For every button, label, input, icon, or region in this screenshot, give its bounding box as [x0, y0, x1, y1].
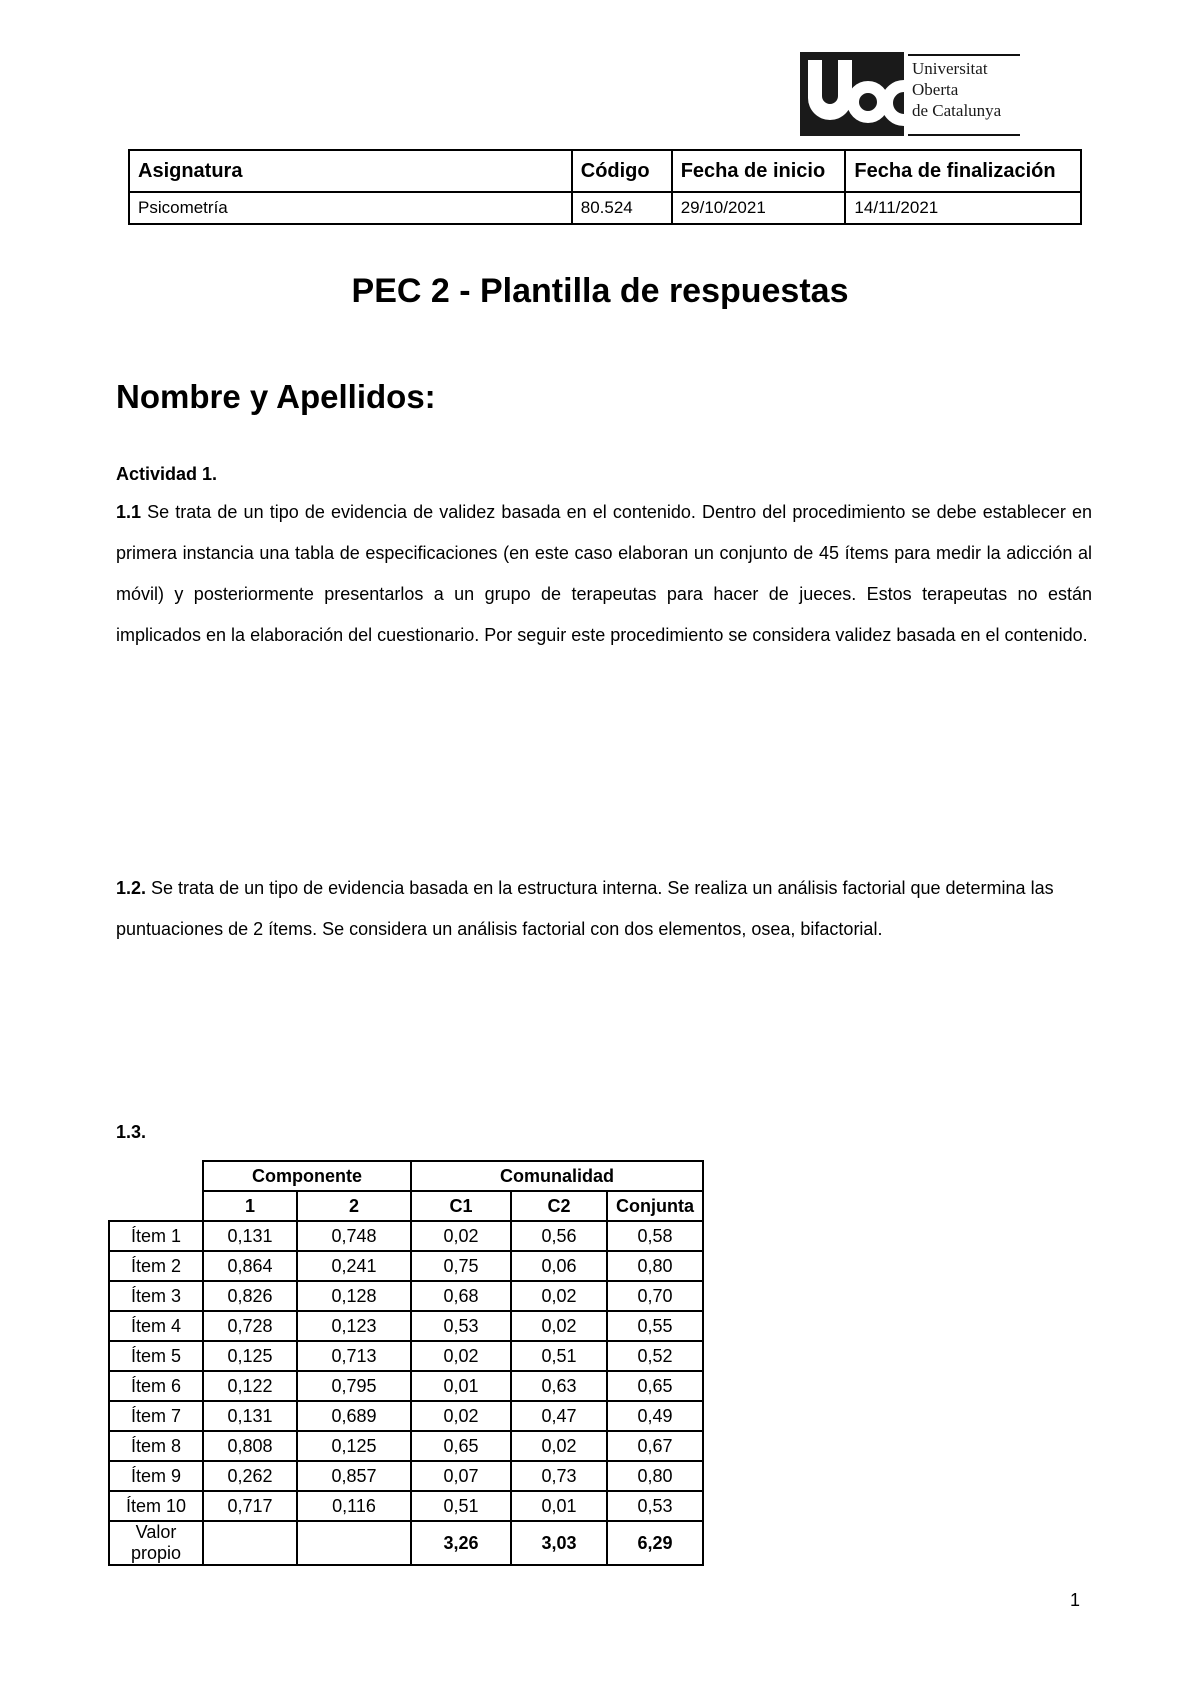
table-row	[109, 1371, 703, 1401]
row-label: Ítem 7	[109, 1401, 203, 1431]
empty-cell	[109, 1191, 203, 1221]
table-row	[109, 1461, 703, 1491]
header-cell: Fecha de finalización	[845, 150, 1081, 192]
table-cell: 0,241	[297, 1251, 411, 1281]
table-cell: 0,07	[411, 1461, 511, 1491]
table-cell: 0,262	[203, 1461, 297, 1491]
header-cell: Código	[572, 150, 672, 192]
table-cell: 0,73	[511, 1461, 607, 1491]
table-cell: 0,49	[607, 1401, 703, 1431]
answer-text: Se trata de un tipo de evidencia de validez basada en el contenido. Dentro del procedimiento se debe establecer en primera instancia una tabla de especificaciones (en este caso elaboran un conjunto de 45 ítems para medir la adicción al móvil) y posteriormente presentarlos a un grupo de terapeutas para hacer de jueces. Estos terapeutas no están implicados en la elaboración del cuestionario. Por seguir este procedimiento se considera validez basada en el contenido.	[116, 502, 1092, 645]
table-cell: 0,51	[511, 1341, 607, 1371]
table-cell: 0,70	[607, 1281, 703, 1311]
row-label: Ítem 9	[109, 1461, 203, 1491]
empty-cell	[109, 1161, 203, 1191]
table-cell: 0,02	[511, 1281, 607, 1311]
table-cell: 0,128	[297, 1281, 411, 1311]
table-cell: 0,131	[203, 1221, 297, 1251]
communality-header: Comunalidad	[411, 1161, 703, 1191]
header-cell: Asignatura	[129, 150, 572, 192]
table-cell: 0,01	[411, 1371, 511, 1401]
table-cell: 0,75	[411, 1251, 511, 1281]
sub-header-cell: C2	[511, 1191, 607, 1221]
table-row	[109, 1431, 703, 1461]
answer-1-3-heading: 1.3.	[116, 1122, 147, 1142]
logo-bottom-rule	[908, 134, 1020, 136]
logo-top-rule	[908, 54, 1020, 56]
subject-cell: Psicometría	[129, 192, 572, 224]
table-cell: 0,52	[607, 1341, 703, 1371]
table-cell: 0,47	[511, 1401, 607, 1431]
row-label: Ítem 6	[109, 1371, 203, 1401]
table-cell: 0,748	[297, 1221, 411, 1251]
table-cell: 0,122	[203, 1371, 297, 1401]
sub-header-row	[109, 1191, 703, 1221]
eigenvalue-row	[109, 1521, 703, 1565]
logo-line: Oberta	[912, 80, 959, 99]
logo-line: de Catalunya	[912, 101, 1002, 120]
table-cell	[297, 1521, 411, 1565]
table-cell: 0,131	[203, 1401, 297, 1431]
table-cell: 0,826	[203, 1281, 297, 1311]
row-label: Ítem 2	[109, 1251, 203, 1281]
table-cell: 0,123	[297, 1311, 411, 1341]
table-cell: 0,02	[411, 1341, 511, 1371]
sub-header-cell: 2	[297, 1191, 411, 1221]
logo-wordmark	[912, 58, 1001, 121]
table-cell: 0,116	[297, 1491, 411, 1521]
table-cell: 3,03	[511, 1521, 607, 1565]
table-cell: 0,864	[203, 1251, 297, 1281]
table-cell: 0,63	[511, 1371, 607, 1401]
table-cell: 0,53	[607, 1491, 703, 1521]
table-cell: 0,53	[411, 1311, 511, 1341]
table-cell: 0,795	[297, 1371, 411, 1401]
table-row	[109, 1251, 703, 1281]
table-cell: 0,728	[203, 1311, 297, 1341]
name-label: Nombre y Apellidos:	[116, 378, 436, 415]
component-header: Componente	[203, 1161, 411, 1191]
header-cell: Fecha de inicio	[672, 150, 846, 192]
table-cell: 0,51	[411, 1491, 511, 1521]
sub-header-cell: Conjunta	[607, 1191, 703, 1221]
logo-line: Universitat	[912, 59, 988, 78]
row-label: Ítem 5	[109, 1341, 203, 1371]
table-cell: 0,56	[511, 1221, 607, 1251]
table-cell: 0,65	[411, 1431, 511, 1461]
table-cell: 0,01	[511, 1491, 607, 1521]
row-label: Ítem 1	[109, 1221, 203, 1251]
table-cell: 0,808	[203, 1431, 297, 1461]
answer-1-1	[116, 492, 1092, 656]
course-info-value-row	[129, 192, 1081, 224]
answer-number: 1.1	[116, 502, 142, 522]
row-label: Ítem 4	[109, 1311, 203, 1341]
table-cell: 0,68	[411, 1281, 511, 1311]
table-cell: 0,717	[203, 1491, 297, 1521]
table-cell: 0,02	[411, 1221, 511, 1251]
page-number: 1	[1070, 1590, 1081, 1610]
table-cell: 0,02	[411, 1401, 511, 1431]
end-date-cell: 14/11/2021	[845, 192, 1081, 224]
answer-text: Se trata de un tipo de evidencia basada en la estructura interna. Se realiza un análisis factorial que determina las puntuaciones de 2 ítems. Se considera un análisis factorial con dos elementos, osea, bifactorial.	[116, 878, 1054, 939]
row-label: Valor propio	[109, 1521, 203, 1565]
table-cell: 0,65	[607, 1371, 703, 1401]
code-cell: 80.524	[572, 192, 672, 224]
factor-loadings-table	[108, 1160, 704, 1566]
table-row	[109, 1221, 703, 1251]
table-cell: 0,02	[511, 1431, 607, 1461]
table-cell: 0,125	[297, 1431, 411, 1461]
table-row	[109, 1491, 703, 1521]
table-cell	[203, 1521, 297, 1565]
document-title: PEC 2 - Plantilla de respuestas	[351, 272, 849, 310]
group-header-row	[109, 1161, 703, 1191]
table-cell: 0,80	[607, 1251, 703, 1281]
table-cell: 0,55	[607, 1311, 703, 1341]
table-row	[109, 1281, 703, 1311]
activity-heading: Actividad 1.	[116, 464, 218, 484]
table-row	[109, 1341, 703, 1371]
table-row	[109, 1311, 703, 1341]
course-info-table	[128, 149, 1082, 225]
sub-header-cell: C1	[411, 1191, 511, 1221]
table-cell: 0,02	[511, 1311, 607, 1341]
course-info-header-row	[129, 150, 1081, 192]
table-cell: 0,713	[297, 1341, 411, 1371]
row-label: Ítem 8	[109, 1431, 203, 1461]
table-cell: 0,125	[203, 1341, 297, 1371]
table-cell: 0,67	[607, 1431, 703, 1461]
table-cell: 0,06	[511, 1251, 607, 1281]
sub-header-cell: 1	[203, 1191, 297, 1221]
row-label: Ítem 10	[109, 1491, 203, 1521]
answer-1-2	[116, 868, 1076, 950]
table-cell: 0,58	[607, 1221, 703, 1251]
table-cell: 0,689	[297, 1401, 411, 1431]
start-date-cell: 29/10/2021	[672, 192, 846, 224]
row-label: Ítem 3	[109, 1281, 203, 1311]
table-cell: 0,80	[607, 1461, 703, 1491]
table-cell: 0,857	[297, 1461, 411, 1491]
table-row	[109, 1401, 703, 1431]
table-cell: 3,26	[411, 1521, 511, 1565]
table-cell: 6,29	[607, 1521, 703, 1565]
answer-number: 1.2.	[116, 878, 147, 898]
